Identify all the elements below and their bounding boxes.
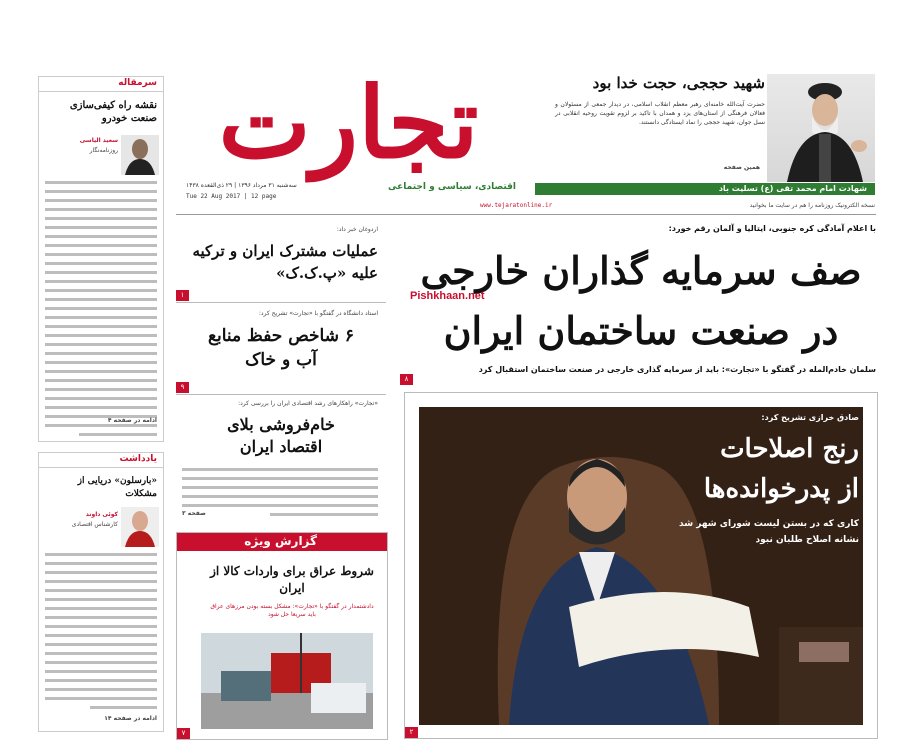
special-photo-svg [201, 633, 373, 729]
top-story [535, 72, 875, 182]
note-section: یادداشت [119, 454, 157, 464]
photo-sub-2: نشانه اصلاح طلبان نبود [755, 535, 859, 545]
lead-badge: ۸ [400, 374, 413, 385]
special-badge: ۷ [177, 728, 190, 739]
special-header: گزارش ویژه [244, 534, 317, 548]
top-story-link[interactable]: همین صفحه [723, 164, 760, 171]
newspaper-logo: تجارت [218, 66, 479, 181]
note-box [38, 452, 164, 732]
story1-kicker: اردوغان خبر داد: [336, 226, 378, 233]
website-link[interactable]: www.tejaratonline.ir [480, 202, 553, 209]
photo-sub-1: کاری که در بستن لیست شورای شهر شد [679, 519, 859, 529]
editorial-body [45, 181, 157, 442]
masthead-date: سه‌شنبه ۳۱ مرداد ۱۳۹۶ | ۲۹ ذی‌القعده ۱۴۳۸ [186, 182, 297, 189]
mourning-text: شهادت امام محمد تقی (ع) تسلیت باد [718, 184, 867, 193]
lead-watermark: Pishkhaan.net [410, 290, 485, 302]
special-header-bar [177, 533, 387, 551]
story1-title[interactable]: عملیات مشترک ایران و ترکیه علیه «پ.ک.ک» [192, 242, 378, 282]
special-sub: دادشتمدار در گفتگو با «تجارت»: مشکل بسته بودن مرزهای عراق باید سریعا حل شود [210, 603, 374, 618]
story3-kicker: «تجارت» راهکارهای رشد اقتصادی ایران را بررسی کرد: [238, 400, 378, 407]
mourning-banner [535, 183, 875, 195]
special-title[interactable]: شروط عراق برای واردات کالا از ایران [210, 564, 374, 595]
photo-story [404, 392, 878, 739]
lead-headline-2[interactable]: در صنعت ساختمان ایران [443, 308, 839, 353]
photo-kicker: صادق خرازی تشریح کرد: [761, 413, 859, 422]
top-story-body: حضرت آیت‌الله خامنه‌ای رهبر معظم انقلاب اسلامی، در دیدار جمعی از مسئولان و فعالان فرهنگی از استان‌های یزد و همدان با تاکید بر لزوم تقویت روحیه انقلابی در نسل جوان، شهید حججی را نماد ایستادگی دانستند. [555, 101, 765, 126]
masthead [176, 66, 521, 220]
leader-photo [767, 74, 875, 182]
photo-badge: ۲ [405, 727, 418, 738]
editorial-section: سرمقاله [118, 78, 157, 88]
top-story-title[interactable]: شهید حججی، حجت خدا بود [592, 74, 765, 92]
tagline: نسخه الکترونیک روزنامه را هم در سایت ما بخوانید [749, 202, 875, 209]
story2-title[interactable]: ۶ شاخص حفظ منابع آب و خاک [207, 326, 355, 370]
story2-divider [176, 394, 386, 395]
note-author: کوئی داوند [85, 511, 118, 518]
lead-story [400, 222, 876, 387]
editorial-author-role: روزنامه‌نگار [89, 147, 118, 154]
note-body [45, 553, 157, 715]
special-photo [201, 633, 373, 729]
special-report [176, 532, 388, 740]
story2-kicker: استاد دانشگاه در گفتگو با «تجارت» تشریح کرد: [258, 310, 378, 317]
story1-badge: ۱ [176, 290, 189, 301]
editorial-author: سعید الیاسی [79, 137, 118, 144]
story3-more[interactable]: صفحه ۳ [182, 510, 206, 517]
photo-title-1[interactable]: رنج اصلاحات [720, 434, 859, 464]
masthead-divider [176, 214, 876, 215]
story1-divider [176, 302, 386, 303]
lead-deck [406, 365, 876, 374]
lead-deck-label: سلمان خادم‌المله در گفتگو با «تجارت»: [721, 365, 876, 374]
note-header-bar [39, 453, 163, 468]
editorial-author-photo [121, 135, 159, 175]
lead-deck-text: باید از سرمایه گذاری خارجی در صنعت ساختمان استقبال کرد [478, 365, 719, 374]
note-continued[interactable]: ادامه در صفحه ۱۴ [104, 715, 157, 722]
story2-badge: ۹ [176, 382, 189, 393]
middle-column [176, 222, 386, 532]
story3-title[interactable]: خام‌فروشی بلای اقتصاد ایران [227, 415, 335, 456]
masthead-subtitle: اقتصادی، سیاسی و اجتماعی [388, 182, 516, 192]
story3-body [182, 468, 378, 522]
photo-title-2[interactable]: از پدرخوانده‌ها [703, 474, 859, 504]
editorial-continued[interactable]: ادامه در صفحه ۴ [107, 417, 157, 424]
editorial-box [38, 76, 164, 442]
leader-photo-svg [767, 74, 875, 182]
editorial-title[interactable]: نقشه راه کیفی‌سازی صنعت خودرو [69, 100, 157, 124]
note-author-photo [121, 507, 159, 547]
editorial-header-bar [39, 77, 163, 92]
note-title[interactable]: «بارسلون» دریایی از مشکلات [77, 476, 157, 499]
note-author-role: کارشناس اقتصادی [71, 521, 118, 528]
masthead-date-en: Tue 22 Aug 2017 | 12 page [186, 193, 277, 200]
lead-headline-1[interactable]: صف سرمایه گذاران خارجی [420, 248, 862, 293]
lead-kicker: با اعلام آمادگی کره جنوبی، ایتالیا و آلمان رقم خورد: [668, 224, 876, 233]
